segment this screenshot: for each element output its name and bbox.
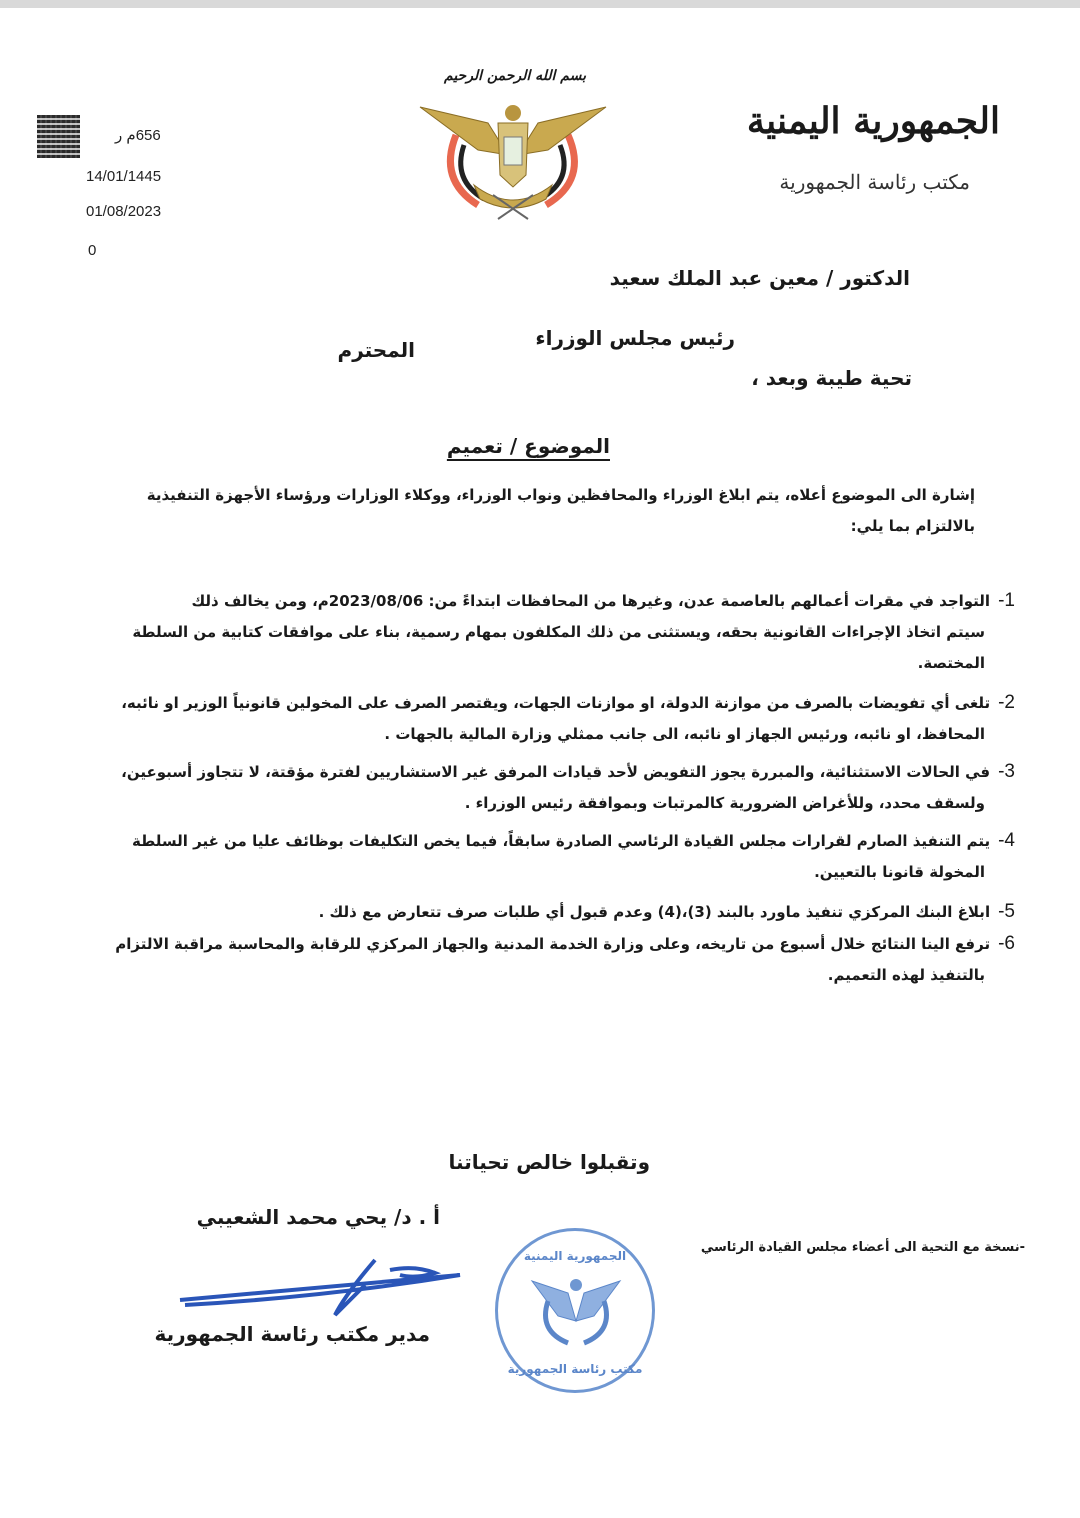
- yemen-eagle-emblem-icon: [418, 95, 608, 220]
- signatory-name: أ . د/ يحي محمد الشعيبي: [196, 1205, 440, 1229]
- item-line: المخولة قانونا بالتعيين.: [814, 863, 985, 881]
- items-list: [65, 585, 1015, 991]
- item-line: ولسقف محدد، وللأغراض الضرورية كالمرتبات وبموافقة رئيس الوزراء .: [464, 794, 985, 812]
- item-line: ترفع الينا النتائج خلال أسبوع من تاريخه، وعلى وزارة الخدمة المدنية والجهاز المركزي للرقابة والمحاسبة مراقبة الالتزام: [115, 935, 991, 953]
- signatory-title: مدير مكتب رئاسة الجمهورية: [154, 1322, 430, 1346]
- qr-code-icon: [37, 115, 80, 158]
- item-number: 2-: [998, 692, 1015, 713]
- list-item: [65, 687, 1015, 750]
- cc-note: -نسخة مع التحية الى أعضاء مجلس القيادة الرئاسي: [700, 1240, 1025, 1255]
- item-line: تلغى أي تفويضات بالصرف من موازنة الدولة، او موازنات الجهات، ويقتصر الصرف على المخولين قانونياً الوزير او نائبه،: [121, 694, 991, 712]
- item-line: يتم التنفيذ الصارم لقرارات مجلس القيادة الرئاسي الصادرة سابقاً، فيما يخص التكليفات بوظائف عليا من غير السلطة: [132, 832, 991, 850]
- stamp-bottom-text: مكتب رئاسة الجمهورية: [507, 1362, 643, 1376]
- stamp-eagle-icon: [528, 1271, 624, 1351]
- subject: الموضوع / تعميم: [446, 434, 610, 458]
- item-number: 1-: [998, 590, 1015, 611]
- list-item: [65, 896, 1015, 928]
- item-line: المختصة.: [917, 654, 985, 672]
- gregorian-date: 01/08/2023: [86, 203, 162, 220]
- letterhead-office: مكتب رئاسة الجمهورية: [779, 170, 970, 194]
- list-item: [65, 825, 1015, 888]
- page-border: [0, 0, 1080, 8]
- reference-number: 656م ر: [115, 127, 161, 144]
- attachments-count: 0: [88, 242, 97, 259]
- greeting: تحية طيبة وبعد ،: [751, 366, 912, 390]
- official-stamp: [495, 1228, 655, 1393]
- addressee-name: الدكتور / معين عبد الملك سعيد: [609, 266, 910, 290]
- addressee-honorific: المحترم: [337, 338, 415, 362]
- addressee-position: رئيس مجلس الوزراء: [535, 326, 735, 350]
- item-number: 4-: [998, 830, 1015, 851]
- item-line: بالتنفيذ لهذه التعميم.: [827, 966, 985, 984]
- list-item: [65, 756, 1015, 819]
- intro-line: إشارة الى الموضوع أعلاه، يتم ابلاغ الوزراء والمحافظين ونواب الوزراء، ووكلاء الوزارات ورؤساء الأجهزة التنفيذية: [146, 486, 975, 504]
- hijri-date: 14/01/1445: [86, 168, 162, 185]
- intro-paragraph: [115, 480, 975, 542]
- list-item: [65, 585, 1015, 679]
- item-number: 5-: [998, 901, 1015, 922]
- item-line: التواجد في مقرات أعمالهم بالعاصمة عدن، وغيرها من المحافظات ابتداءً من: 2023/08/06م، ومن يخالف ذلك: [191, 592, 991, 610]
- intro-line: بالالتزام بما يلي:: [850, 517, 975, 535]
- letterhead-country: الجمهورية اليمنية: [746, 100, 1000, 142]
- item-number: 3-: [998, 761, 1015, 782]
- item-line: ابلاغ البنك المركزي تنفيذ ماورد بالبند (3)،(4) وعدم قبول أي طلبات صرف تتعارض مع ذلك .: [318, 903, 991, 921]
- closing: وتقبلوا خالص تحياتنا: [448, 1150, 650, 1174]
- item-line: سيتم اتخاذ الإجراءات القانونية بحقه، ويستثنى من ذلك المكلفون بمهام رسمية، بناء على موافقات كتابية من السلطة: [132, 623, 985, 641]
- item-line: في الحالات الاستثنائية، والمبررة يجوز التفويض لأحد قيادات المرفق غير الاستشاريين لفترة مؤقتة، لا تتجاوز أسبوعين،: [121, 763, 991, 781]
- item-number: 6-: [998, 933, 1015, 954]
- list-item: [65, 928, 1015, 991]
- stamp-top-text: الجمهورية اليمنية: [523, 1249, 627, 1263]
- item-line: المحافظ، او نائبه، ورئيس الجهاز او نائبه، الى جانب ممثلي وزارة المالية بالجهات .: [384, 725, 985, 743]
- basmala: بسم الله الرحمن الرحيم: [444, 68, 586, 84]
- signature-icon: [175, 1245, 465, 1320]
